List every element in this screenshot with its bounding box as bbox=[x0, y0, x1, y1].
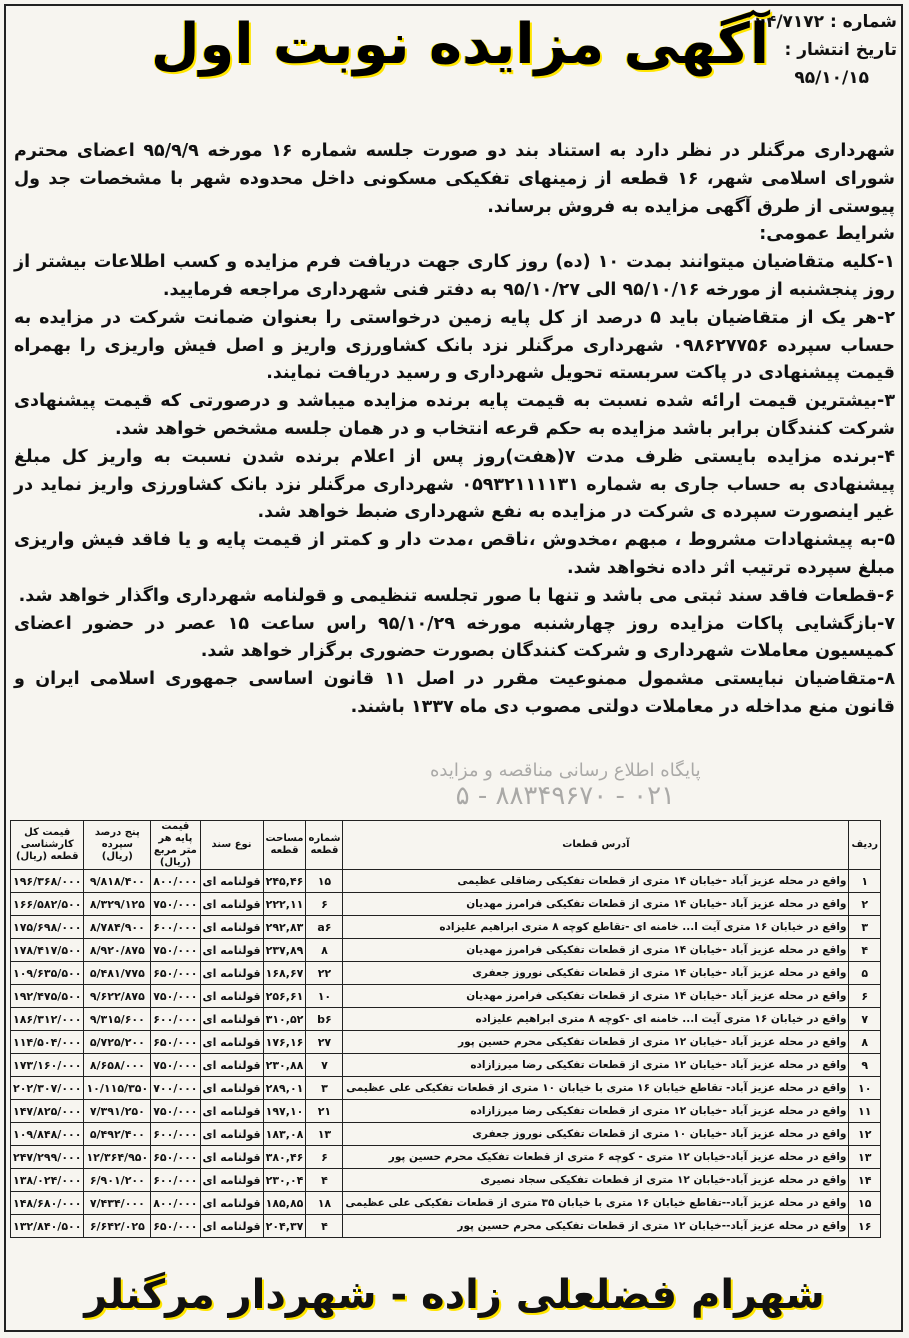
cell-total-price: ۱۴۸/۶۸۰/۰۰۰ bbox=[11, 1192, 84, 1215]
cell-plot-number: ۴ bbox=[306, 1215, 343, 1238]
cell-deposit: ۸/۳۲۹/۱۲۵ bbox=[84, 893, 151, 916]
notice-number: شماره : ۹۴/۷۱۷۲ bbox=[755, 12, 897, 32]
cell-row-number: ۱۲ bbox=[849, 1123, 881, 1146]
condition-item: ۱-کلیه متقاضیان میتوانند بمدت ۱۰ (ده) روز کاری جهت دریافت فرم مزایده و کسب اطلاعات بیشتر از روز پنجشنبه از مورخه ۹۵/۱۰/۱۶ الی ۹۵/۱۰/۲۷ به دفتر فنی شهرداری مراجعه فرمایید. bbox=[14, 252, 895, 300]
cell-deposit: ۹/۶۲۲/۸۷۵ bbox=[84, 985, 151, 1008]
cell-address: واقع در محله عزیز آباد-خیابان ۱۲ متری از قطعات تفکیکی سجاد نصیری bbox=[343, 1169, 849, 1192]
cell-base-price: ۷۵۰/۰۰۰ bbox=[151, 939, 200, 962]
cell-row-number: ۱۱ bbox=[849, 1100, 881, 1123]
cell-deposit: ۹/۸۱۸/۴۰۰ bbox=[84, 870, 151, 893]
cell-total-price: ۱۸۶/۳۱۲/۰۰۰ bbox=[11, 1008, 84, 1031]
cell-address: واقع در محله عزیز آباد -خیابان ۱۴ متری از قطعات تفکیکی فرامرز مهدیان bbox=[343, 985, 849, 1008]
condition-item: ۸-متقاضیان نبایستی مشمول ممنوعیت مقرر در اصل ۱۱ قانون اساسی جمهوری اسلامی ایران و قانون منع مداخله در معاملات دولتی مصوب دی ماه ۱۳۳۷ باشند. bbox=[14, 669, 895, 717]
cell-plot-number: a۶ bbox=[306, 916, 343, 939]
cell-base-price: ۶۰۰/۰۰۰ bbox=[151, 1008, 200, 1031]
cell-total-price: ۱۴۷/۸۲۵/۰۰۰ bbox=[11, 1100, 84, 1123]
cell-deposit: ۸/۷۸۴/۹۰۰ bbox=[84, 916, 151, 939]
cell-row-number: ۱۴ bbox=[849, 1169, 881, 1192]
cell-deed-type: قولنامه ای bbox=[200, 1169, 263, 1192]
cell-deed-type: قولنامه ای bbox=[200, 1146, 263, 1169]
cell-deed-type: قولنامه ای bbox=[200, 1008, 263, 1031]
condition-item: ۲-هر یک از متقاضیان باید ۵ درصد از کل پایه زمین درخواستی را بعنوان ضمانت شرکت در مزایده به حساب سپرده ۰۹۸۶۲۷۷۵۶ شهرداری مرگنلر نزد بانک کشاورزی واریز و اصل فیش واریزی را بهمراه قیمت پیشنهادی در پاکت سربسته تحویل شهرداری و رسید دریافت نمایند. bbox=[14, 307, 895, 384]
cell-total-price: ۱۶۶/۵۸۲/۵۰۰ bbox=[11, 893, 84, 916]
cell-address: واقع در محله عزیز آباد -خیابان ۱۴ متری از قطعات تفکیکی رضاقلی عظیمی bbox=[343, 870, 849, 893]
cell-area: ۱۷۶,۱۶ bbox=[263, 1031, 306, 1054]
table-row bbox=[11, 1100, 881, 1123]
cell-address: واقع در محله عزیز آباد--تقاطع خیابان ۱۶ متری با خیابان ۳۵ متری از قطعات تفکیکی علی عظیمی bbox=[343, 1192, 849, 1215]
cell-plot-number: ۲۱ bbox=[306, 1100, 343, 1123]
cell-total-price: ۱۳۸/۰۲۴/۰۰۰ bbox=[11, 1169, 84, 1192]
cell-total-price: ۱۱۴/۵۰۴/۰۰۰ bbox=[11, 1031, 84, 1054]
cell-row-number: ۱ bbox=[849, 870, 881, 893]
cell-row-number: ۲ bbox=[849, 893, 881, 916]
cell-row-number: ۹ bbox=[849, 1054, 881, 1077]
cell-plot-number: ۲۷ bbox=[306, 1031, 343, 1054]
table-row bbox=[11, 893, 881, 916]
cell-plot-number: ۶ bbox=[306, 893, 343, 916]
cell-base-price: ۶۵۰/۰۰۰ bbox=[151, 1146, 200, 1169]
cell-base-price: ۷۵۰/۰۰۰ bbox=[151, 985, 200, 1008]
cell-area: ۲۴۵,۴۶ bbox=[263, 870, 306, 893]
cell-plot-number: ۲۲ bbox=[306, 962, 343, 985]
header-address: آدرس قطعات bbox=[343, 821, 849, 870]
cell-row-number: ۶ bbox=[849, 985, 881, 1008]
cell-plot-number: ۸ bbox=[306, 939, 343, 962]
header-total-price: قیمت کل کارشناسی قطعه (ریال) bbox=[11, 821, 84, 870]
cell-base-price: ۶۰۰/۰۰۰ bbox=[151, 1123, 200, 1146]
condition-item: ۶-قطعات فاقد سند ثبتی می باشد و تنها با صور تجلسه تنظیمی و قولنامه شهرداری واگذار خواهد شد. bbox=[18, 585, 895, 606]
cell-deposit: ۹/۳۱۵/۶۰۰ bbox=[84, 1008, 151, 1031]
cell-plot-number: ۱۳ bbox=[306, 1123, 343, 1146]
cell-total-price: ۱۳۲/۸۴۰/۵۰۰ bbox=[11, 1215, 84, 1238]
cell-area: ۱۹۷,۱۰ bbox=[263, 1100, 306, 1123]
cell-row-number: ۳ bbox=[849, 916, 881, 939]
cell-base-price: ۶۰۰/۰۰۰ bbox=[151, 916, 200, 939]
table-row bbox=[11, 962, 881, 985]
cell-total-price: ۱۰۹/۶۳۵/۵۰۰ bbox=[11, 962, 84, 985]
cell-area: ۳۱۰,۵۲ bbox=[263, 1008, 306, 1031]
condition-item: ۵-به پیشنهادات مشروط ، مبهم ،مخدوش ،ناقص ،مدت دار و کمتر از قیمت پایه و یا فاقد فیش واریزی مبلغ سپرده ترتیب اثر داده نخواهد شد. bbox=[14, 530, 895, 578]
cell-deed-type: قولنامه ای bbox=[200, 1054, 263, 1077]
cell-deed-type: قولنامه ای bbox=[200, 1100, 263, 1123]
cell-address: واقع در محله عزیز آباد- تقاطع خیابان ۱۶ متری با خیابان ۱۰ متری از قطعات تفکیکی علی عظیمی bbox=[343, 1077, 849, 1100]
cell-address: واقع در خیابان ۱۶ متری آیت ا... خامنه ای -تقاطع کوچه ۸ متری ابراهیم علیزاده bbox=[343, 916, 849, 939]
cell-deed-type: قولنامه ای bbox=[200, 1123, 263, 1146]
cell-area: ۱۸۳,۰۸ bbox=[263, 1123, 306, 1146]
cell-area: ۳۸۰,۴۶ bbox=[263, 1146, 306, 1169]
cell-total-price: ۱۰۹/۸۴۸/۰۰۰ bbox=[11, 1123, 84, 1146]
cell-area: ۲۰۴,۳۷ bbox=[263, 1215, 306, 1238]
table-header-row bbox=[11, 821, 881, 870]
watermark-line-1: پایگاه اطلاع رسانی مناقصه و مزایده bbox=[430, 760, 701, 781]
table-row bbox=[11, 1008, 881, 1031]
cell-area: ۲۳۰,۰۴ bbox=[263, 1169, 306, 1192]
cell-area: ۲۵۶,۶۱ bbox=[263, 985, 306, 1008]
notice-body bbox=[14, 138, 895, 788]
cell-deposit: ۵/۴۸۱/۷۷۵ bbox=[84, 962, 151, 985]
cell-address: واقع در محله عزیز آباد -خیابان ۱۰ متری از قطعات تفکیکی نوروز جعفری bbox=[343, 1123, 849, 1146]
cell-row-number: ۸ bbox=[849, 1031, 881, 1054]
table-row bbox=[11, 870, 881, 893]
header-area: مساحت قطعه bbox=[263, 821, 306, 870]
cell-base-price: ۷۵۰/۰۰۰ bbox=[151, 1054, 200, 1077]
cell-base-price: ۸۰۰/۰۰۰ bbox=[151, 1192, 200, 1215]
cell-deposit: ۶/۹۰۱/۲۰۰ bbox=[84, 1169, 151, 1192]
cell-address: واقع در محله عزیز آباد -خیابان ۱۴ متری از قطعات تفکیکی فرامرز مهدیان bbox=[343, 939, 849, 962]
cell-plot-number: ۴ bbox=[306, 1169, 343, 1192]
cell-row-number: ۱۶ bbox=[849, 1215, 881, 1238]
cell-deposit: ۱۰/۱۱۵/۳۵۰ bbox=[84, 1077, 151, 1100]
cell-deposit: ۸/۹۲۰/۸۷۵ bbox=[84, 939, 151, 962]
cell-row-number: ۴ bbox=[849, 939, 881, 962]
conditions-heading: شرایط عمومی: bbox=[759, 224, 895, 245]
condition-item: ۳-بیشترین قیمت ارائه شده نسبت به قیمت پایه برنده مزایده میباشد و درصورتی که قیمت پیشنهادی شرکت کنندگان برابر باشد مزایده به حکم قرعه انتخاب و در همان جلسه مشخص خواهد شد. bbox=[14, 391, 895, 439]
table-row bbox=[11, 1077, 881, 1100]
cell-row-number: ۱۵ bbox=[849, 1192, 881, 1215]
signature: شهرام فضلعلی زاده - شهردار مرگنلر bbox=[84, 1272, 825, 1318]
cell-deed-type: قولنامه ای bbox=[200, 939, 263, 962]
table-row bbox=[11, 916, 881, 939]
cell-deposit: ۵/۷۲۵/۲۰۰ bbox=[84, 1031, 151, 1054]
cell-deed-type: قولنامه ای bbox=[200, 1077, 263, 1100]
cell-total-price: ۲۰۲/۳۰۷/۰۰۰ bbox=[11, 1077, 84, 1100]
cell-deed-type: قولنامه ای bbox=[200, 1031, 263, 1054]
cell-plot-number: ۷ bbox=[306, 1054, 343, 1077]
cell-base-price: ۷۰۰/۰۰۰ bbox=[151, 1077, 200, 1100]
table-row bbox=[11, 1031, 881, 1054]
cell-address: واقع در خیابان ۱۶ متری آیت ا... خامنه ای -کوچه ۸ متری ابراهیم علیزاده bbox=[343, 1008, 849, 1031]
page-title: آگهی مزایده نوبت اول bbox=[150, 12, 770, 77]
cell-deed-type: قولنامه ای bbox=[200, 1215, 263, 1238]
table-row bbox=[11, 985, 881, 1008]
watermark-line-2: ۰۲۱ - ۸۸۳۴۹۶۷۰ - ۵ bbox=[455, 781, 676, 811]
cell-plot-number: ۳ bbox=[306, 1077, 343, 1100]
cell-address: واقع در محله عزیز آباد-خیابان ۱۲ متری - کوچه ۶ متری از قطعات تفکیک محرم حسین پور bbox=[343, 1146, 849, 1169]
cell-address: واقع در محله عزیز آباد -خیابان ۱۴ متری از قطعات تفکیکی فرامرز مهدیان bbox=[343, 893, 849, 916]
header-base-price: قیمت پایه هر متر مربع (ریال) bbox=[151, 821, 200, 870]
cell-total-price: ۱۷۳/۱۶۰/۰۰۰ bbox=[11, 1054, 84, 1077]
cell-row-number: ۱۰ bbox=[849, 1077, 881, 1100]
cell-plot-number: ۶ bbox=[306, 1146, 343, 1169]
cell-base-price: ۶۵۰/۰۰۰ bbox=[151, 1031, 200, 1054]
cell-base-price: ۷۵۰/۰۰۰ bbox=[151, 893, 200, 916]
cell-deposit: ۷/۳۹۱/۲۵۰ bbox=[84, 1100, 151, 1123]
cell-address: واقع در محله عزیز آباد -خیابان ۱۲ متری از قطعات تفکیکی محرم حسین پور bbox=[343, 1031, 849, 1054]
publish-date-label: تاریخ انتشار : bbox=[784, 40, 897, 60]
cell-address: واقع در محله عزیز آباد -خیابان ۱۲ متری از قطعات تفکیکی رضا میرزازاده bbox=[343, 1054, 849, 1077]
header-plot-number: شماره قطعه bbox=[306, 821, 343, 870]
cell-base-price: ۸۰۰/۰۰۰ bbox=[151, 870, 200, 893]
cell-area: ۲۳۰,۸۸ bbox=[263, 1054, 306, 1077]
cell-area: ۲۸۹,۰۱ bbox=[263, 1077, 306, 1100]
cell-base-price: ۶۰۰/۰۰۰ bbox=[151, 1169, 200, 1192]
cell-area: ۱۸۵,۸۵ bbox=[263, 1192, 306, 1215]
condition-item: ۷-بازگشایی پاکات مزایده روز چهارشنبه مورخه ۹۵/۱۰/۲۹ راس ساعت ۱۵ عصر در حضور اعضای کمیسیون معاملات شهرداری و شرکت کنندگان بصورت حضوری برگزار خواهد شد. bbox=[14, 613, 895, 662]
cell-deposit: ۸/۶۵۸/۰۰۰ bbox=[84, 1054, 151, 1077]
cell-row-number: ۵ bbox=[849, 962, 881, 985]
cell-address: واقع در محله عزیز آباد -خیابان ۱۲ متری از قطعات تفکیکی رضا میرزازاده bbox=[343, 1100, 849, 1123]
cell-deposit: ۱۲/۳۶۴/۹۵۰ bbox=[84, 1146, 151, 1169]
cell-deed-type: قولنامه ای bbox=[200, 962, 263, 985]
cell-total-price: ۲۴۷/۲۹۹/۰۰۰ bbox=[11, 1146, 84, 1169]
cell-plot-number: ۱۸ bbox=[306, 1192, 343, 1215]
cell-deed-type: قولنامه ای bbox=[200, 916, 263, 939]
table-row bbox=[11, 1146, 881, 1169]
cell-deed-type: قولنامه ای bbox=[200, 1192, 263, 1215]
cell-address: واقع در محله عزیز آباد -خیابان ۱۴ متری از قطعات تفکیکی نوروز جعفری bbox=[343, 962, 849, 985]
cell-deposit: ۶/۶۴۲/۰۲۵ bbox=[84, 1215, 151, 1238]
table-row bbox=[11, 1169, 881, 1192]
cell-address: واقع در محله عزیز آباد--خیابان ۱۲ متری از قطعات تفکیکی محرم حسین پور bbox=[343, 1215, 849, 1238]
cell-area: ۲۲۲,۱۱ bbox=[263, 893, 306, 916]
cell-deed-type: قولنامه ای bbox=[200, 985, 263, 1008]
header-row-number: ردیف bbox=[849, 821, 881, 870]
cell-plot-number: ۱۰ bbox=[306, 985, 343, 1008]
cell-area: ۲۹۲,۸۳ bbox=[263, 916, 306, 939]
table-row bbox=[11, 1192, 881, 1215]
table-row bbox=[11, 1123, 881, 1146]
cell-area: ۲۳۷,۸۹ bbox=[263, 939, 306, 962]
intro-paragraph: شهرداری مرگنلر در نظر دارد به استناد بند دو صورت جلسه شماره ۱۶ مورخه ۹۵/۹/۹ اعضای محترم شورای اسلامی شهر، ۱۶ قطعه از زمینهای تفکیکی مسکونی داخل محدوده شهر با مشخصات جد ول پیوستی از طرق آگهی مزایده به فروش برساند. bbox=[14, 141, 896, 217]
publish-date-value: ۹۵/۱۰/۱۵ bbox=[794, 68, 869, 88]
cell-total-price: ۱۹۲/۴۷۵/۵۰۰ bbox=[11, 985, 84, 1008]
condition-item: ۴-برنده مزایده بایستی ظرف مدت ۷(هفت)روز پس از اعلام برنده شدن نسبت به واریز کل مبلغ پیشنهادی به حساب جاری به شماره ۰۵۹۳۲۱۱۱۱۳۱ شهرداری مرگنلر نزد بانک کشاورزی واریز نماید در غیر اینصورت سپرده ی شرکت در مزایده به نفع شهرداری ضبط خواهد شد. bbox=[14, 446, 896, 523]
cell-deposit: ۷/۴۳۴/۰۰۰ bbox=[84, 1192, 151, 1215]
cell-base-price: ۷۵۰/۰۰۰ bbox=[151, 1100, 200, 1123]
header-deposit: پنج درصد سپرده (ریال) bbox=[84, 821, 151, 870]
cell-base-price: ۶۵۰/۰۰۰ bbox=[151, 962, 200, 985]
cell-plot-number: b۶ bbox=[306, 1008, 343, 1031]
table-row bbox=[11, 1215, 881, 1238]
plots-table bbox=[10, 820, 881, 1238]
table-row bbox=[11, 1054, 881, 1077]
cell-row-number: ۷ bbox=[849, 1008, 881, 1031]
cell-total-price: ۱۷۵/۶۹۸/۰۰۰ bbox=[11, 916, 84, 939]
cell-base-price: ۶۵۰/۰۰۰ bbox=[151, 1215, 200, 1238]
table-row bbox=[11, 939, 881, 962]
cell-deed-type: قولنامه ای bbox=[200, 870, 263, 893]
cell-area: ۱۶۸,۶۷ bbox=[263, 962, 306, 985]
cell-deed-type: قولنامه ای bbox=[200, 893, 263, 916]
cell-plot-number: ۱۵ bbox=[306, 870, 343, 893]
cell-total-price: ۱۷۸/۴۱۷/۵۰۰ bbox=[11, 939, 84, 962]
header-deed-type: نوع سند bbox=[200, 821, 263, 870]
cell-row-number: ۱۳ bbox=[849, 1146, 881, 1169]
cell-deposit: ۵/۴۹۲/۴۰۰ bbox=[84, 1123, 151, 1146]
cell-total-price: ۱۹۶/۳۶۸/۰۰۰ bbox=[11, 870, 84, 893]
